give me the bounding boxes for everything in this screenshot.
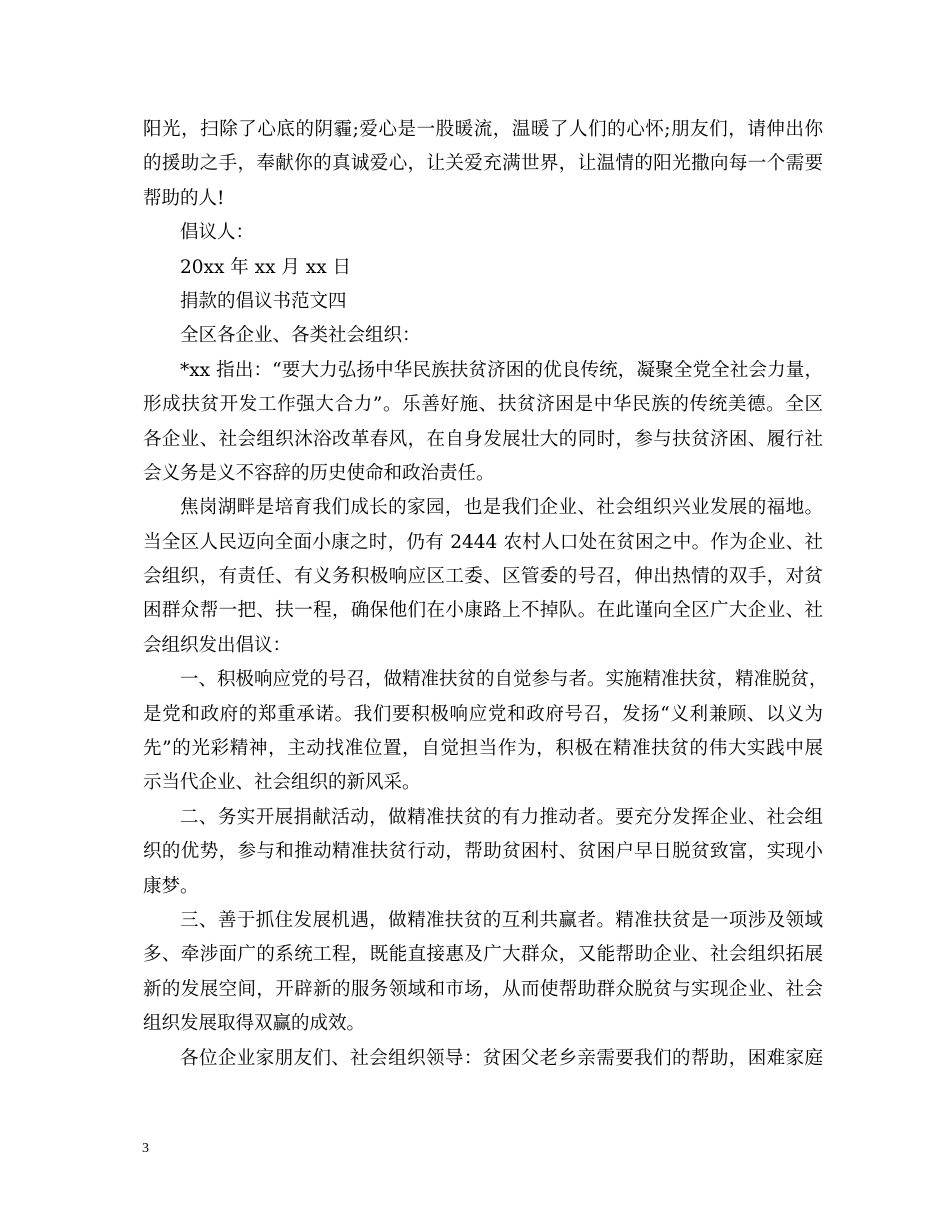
text-line: 帮助的人!: [143, 187, 225, 209]
text-line: 倡议人：: [180, 222, 255, 244]
text-line: 新的发展空间，开辟新的服务领域和市场，从而使帮助群众脱贫与实现企业、社会: [143, 978, 823, 1000]
text-line: 组织发展取得双赢的成效。: [143, 1013, 366, 1035]
text-line: 示当代企业、社会组织的新风采。: [143, 772, 421, 794]
text-line: 捐款的倡议书范文四: [180, 290, 347, 312]
text-line: 各位企业家朋友们、社会组织领导：贫困父老乡亲需要我们的帮助，困难家庭: [180, 1047, 823, 1069]
text-line: *xx 指出：“要大力弘扬中华民族扶贫济困的优良传统，凝聚全党全社会力量，: [180, 359, 823, 381]
page-number: 3: [142, 1141, 149, 1156]
text-line: 会义务是义不容辞的历史使命和政治责任。: [143, 462, 495, 484]
text-line: 康梦。: [143, 875, 199, 897]
text-line: 二、务实开展捐献活动，做精准扶贫的有力推动者。要充分发挥企业、社会组: [180, 806, 823, 828]
text-line: 三、善于抓住发展机遇，做精准扶贫的互利共赢者。精准扶贫是一项涉及领域: [180, 909, 823, 931]
text-line: 的援助之手，奉献你的真诚爱心，让关爱充满世界，让温情的阳光撒向每一个需要: [143, 153, 823, 175]
text-line: 先”的光彩精神，主动找准位置，自觉担当作为，积极在精准扶贫的伟大实践中展: [143, 738, 823, 760]
text-line: 全区各企业、各类社会组织：: [180, 325, 421, 347]
text-line: 一、积极响应党的号召，做精准扶贫的自觉参与者。实施精准扶贫，精准脱贫，: [180, 669, 828, 691]
text-line: 各企业、社会组织沐浴改革春风，在自身发展壮大的同时，参与扶贫济困、履行社: [143, 428, 823, 450]
text-line: 阳光，扫除了心底的阴霾;爱心是一股暖流，温暖了人们的心怀;朋友们，请伸出你: [143, 119, 823, 140]
text-line: 会组织发出倡议：: [143, 634, 292, 656]
text-line: 当全区人民迈向全面小康之时，仍有 2444 农村人口处在贫困之中。作为企业、社: [143, 531, 823, 553]
text-line: 多、牵涉面广的系统工程，既能直接惠及广大群众，又能帮助企业、社会组织拓展: [143, 944, 823, 966]
text-line: 形成扶贫开发工作强大合力”。乐善好施、扶贫济困是中华民族的传统美德。全区: [143, 394, 823, 416]
text-line: 焦岗湖畔是培育我们成长的家园，也是我们企业、社会组织兴业发展的福地。: [180, 497, 823, 519]
text-line: 织的优势，参与和推动精准扶贫行动，帮助贫困村、贫困户早日脱贫致富，实现小: [143, 841, 823, 863]
text-line: 困群众帮一把、扶一程，确保他们在小康路上不掉队。在此谨向全区广大企业、社: [143, 600, 823, 622]
document-body: [143, 113, 828, 1076]
text-line: 20xx 年 xx 月 xx 日: [180, 256, 352, 278]
text-line: 会组织，有责任、有义务积极响应区工委、区管委的号召，伸出热情的双手，对贫: [143, 566, 823, 588]
text-line: 是党和政府的郑重承诺。我们要积极响应党和政府号召，发扬“义利兼顾、以义为: [143, 703, 823, 725]
